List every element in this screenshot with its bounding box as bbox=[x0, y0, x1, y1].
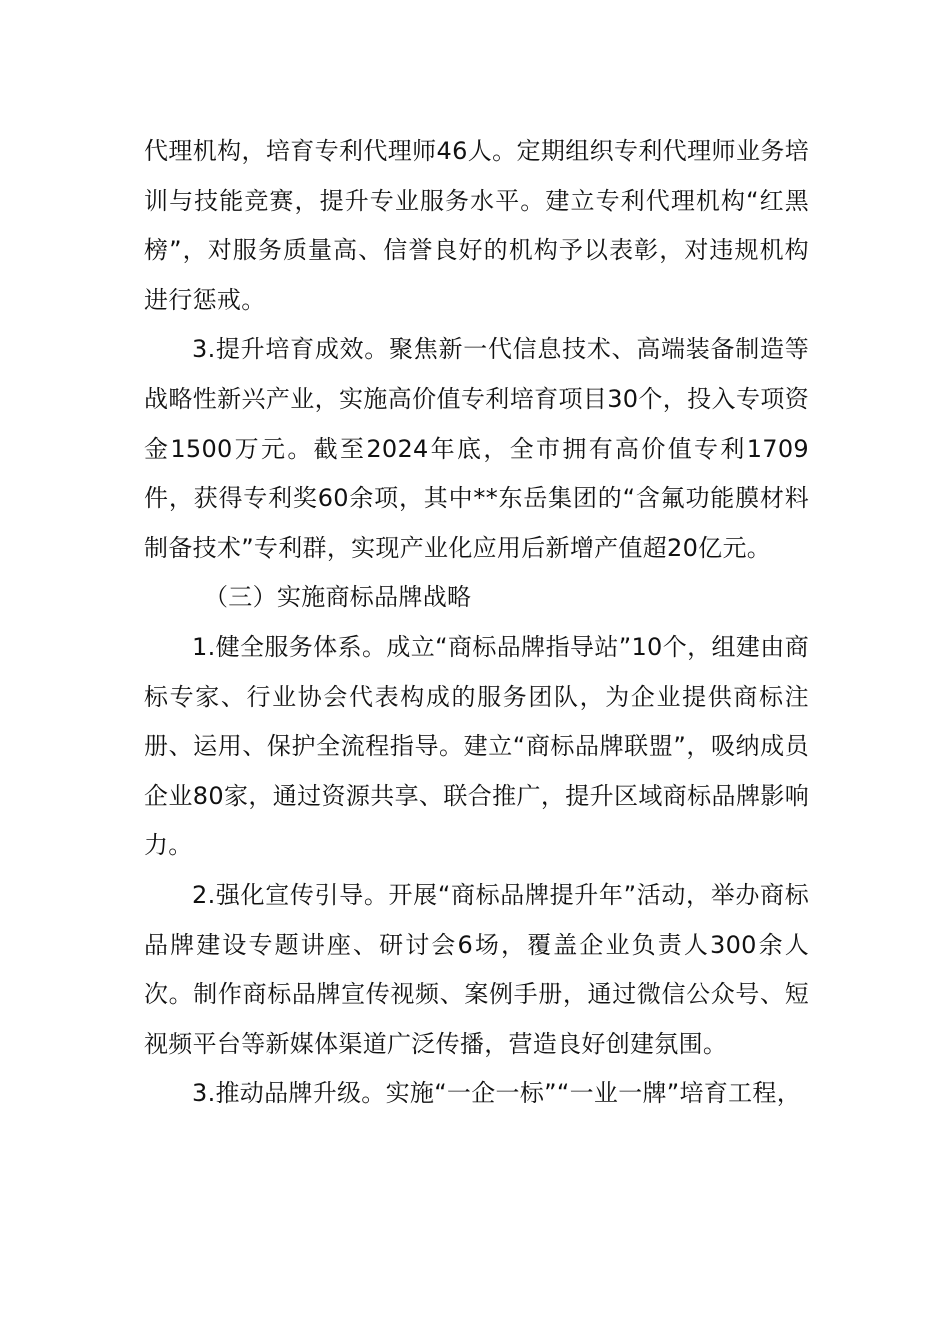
paragraph-agency-continuation: 代理机构，培育专利代理师46人。定期组织专利代理师业务培训与技能竞赛，提升专业服务水平。建立专利代理机构“红黑榜”，对服务质量高、信誉良好的机构予以表彰，对违规机构进行惩戒。 bbox=[144, 137, 809, 314]
paragraph-service-system: 1.健全服务体系。成立“商标品牌指导站”10个，组建由商标专家、行业协会代表构成的服务团队，为企业提供商标注册、运用、保护全流程指导。建立“商标品牌联盟”，吸纳成员企业80家，通过资源共享、联合推广，提升区域商标品牌影响力。 bbox=[144, 632, 809, 860]
paragraph-publicity-guidance: 2.强化宣传引导。开展“商标品牌提升年”活动，举办商标品牌建设专题讲座、研讨会6场，覆盖企业负责人300余人次。制作商标品牌宣传视频、案例手册，通过微信公众号、短视频平台等新媒体渠道广泛传播，营造良好创建氛围。 bbox=[144, 880, 809, 1058]
document-body bbox=[144, 127, 809, 1119]
paragraph-brand-upgrade: 3.推动品牌升级。实施“一企一标”“一业一牌”培育工程， bbox=[192, 1079, 802, 1108]
section-heading-trademark-strategy: （三）实施商标品牌战略 bbox=[204, 583, 472, 612]
paragraph-cultivation-results: 3.提升培育成效。聚焦新一代信息技术、高端装备制造等战略性新兴产业，实施高价值专利培育项目30个，投入专项资金1500万元。截至2024年底，全市拥有高价值专利1709件，获得专利奖60余项，其中**东岳集团的“含氟功能膜材料制备技术”专利群，实现产业化应用后新增产值超20亿元。 bbox=[144, 335, 809, 562]
